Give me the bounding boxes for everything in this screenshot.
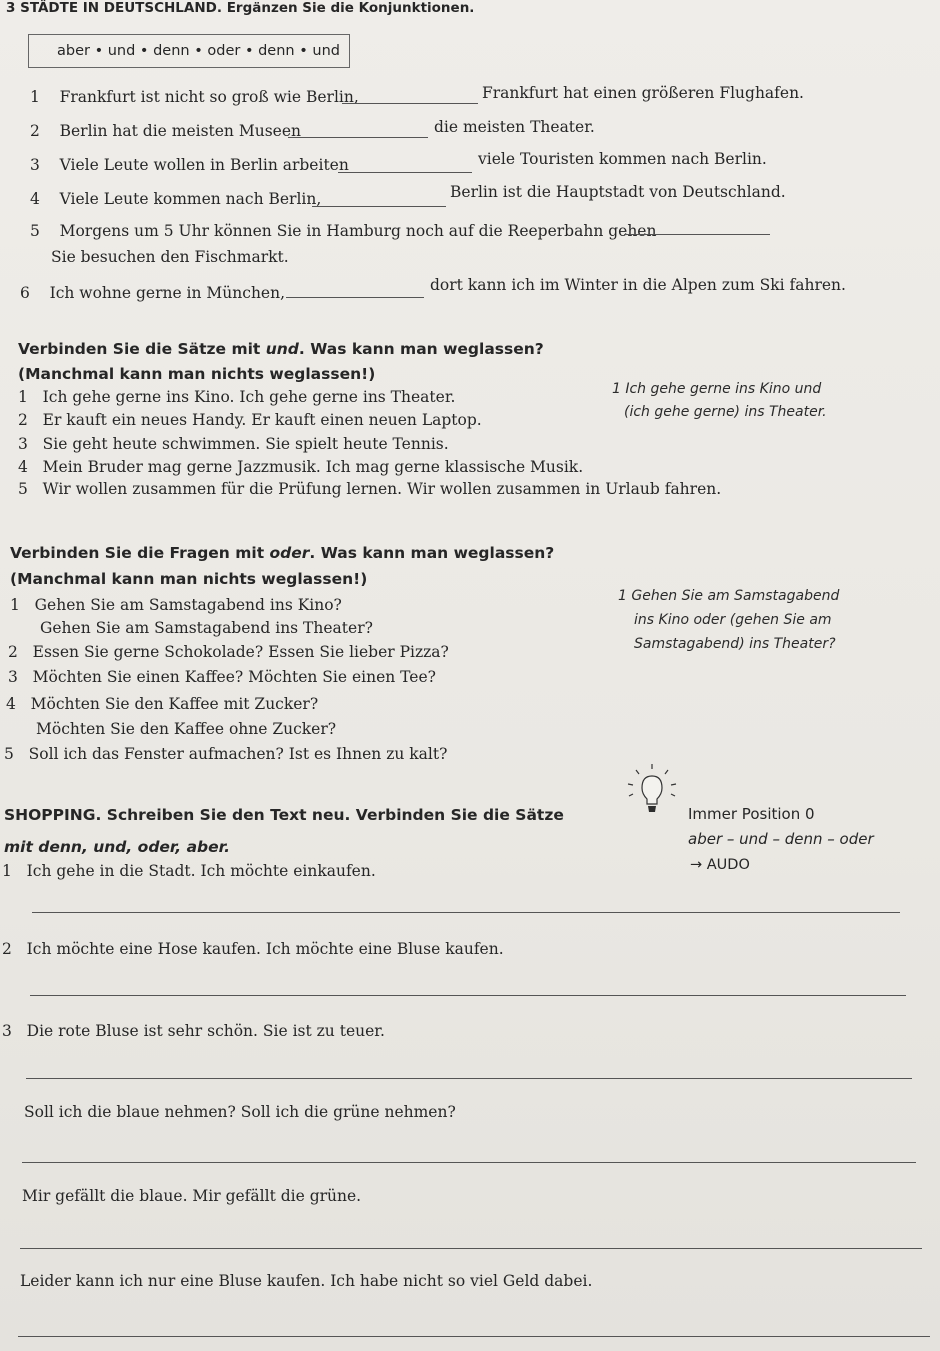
ex5-item-4: 4 Möchten Sie den Kaffee mit Zucker? [6,695,319,713]
ex6-item-5: Mir gefällt die blaue. Mir gefällt die grüne. [22,1187,362,1205]
ex3-item-2 [30,122,301,141]
answer-line[interactable] [32,912,900,913]
ex4-example-line-1: 1 Ich gehe gerne ins Kino und [612,381,822,397]
tip-reference: → AUDO [690,857,750,873]
ex3-item-text-b: viele Touristen kommen nach Berlin. [478,150,767,168]
ex3-item-number: 4 [30,190,40,208]
ex3-item-text-b: dort kann ich im Winter in die Alpen zum Ski fahren. [430,276,846,294]
ex3-item-6 [20,284,285,303]
exercise-6-heading: SHOPPING. Schreiben Sie den Text neu. Verbinden Sie die Sätze [4,806,564,824]
ex3-item-text-a: Berlin hat die meisten Museen [59,122,301,140]
answer-blank[interactable] [342,103,478,104]
answer-line[interactable] [22,1162,916,1163]
ex3-item-number: 2 [30,122,40,140]
answer-blank[interactable] [624,234,770,235]
ex6-item-3: 3 Die rote Bluse ist sehr schön. Sie ist zu teuer. [2,1022,385,1040]
ex4-item-5: 5 Wir wollen zusammen für die Prüfung lernen. Wir wollen zusammen in Urlaub fahren. [18,480,722,498]
ex5-item-4b: Möchten Sie den Kaffee ohne Zucker? [36,720,337,738]
exercise-5-subheading: (Manchmal kann man nichts weglassen!) [10,570,368,588]
exercise-4-heading: Verbinden Sie die Sätze mit und. Was kann man weglassen? [18,340,544,358]
ex5-example-line-2: ins Kino oder (gehen Sie am [634,612,832,628]
ex3-item-text-b: Berlin ist die Hauptstadt von Deutschland. [450,183,786,201]
ex4-example-line-2: (ich gehe gerne) ins Theater. [624,404,827,420]
ex4-item-2: 2 Er kauft ein neues Handy. Er kauft einen neuen Laptop. [18,411,482,429]
ex5-example-line-1: 1 Gehen Sie am Samstagabend [618,588,840,604]
ex3-item-4 [30,190,321,209]
ex5-item-2: 2 Essen Sie gerne Schokolade? Essen Sie lieber Pizza? [8,643,449,661]
ex3-item-text-a: Viele Leute wollen in Berlin arbeiten [59,156,349,174]
ex3-item-text-b: Sie besuchen den Fischmarkt. [51,248,289,266]
ex3-item-number: 1 [30,88,40,106]
answer-line[interactable] [18,1336,930,1337]
answer-line[interactable] [26,1078,912,1079]
ex3-item-number: 3 [30,156,40,174]
answer-blank[interactable] [312,206,446,207]
ex4-item-1: 1 Ich gehe gerne ins Kino. Ich gehe gerne ins Theater. [18,388,456,406]
exercise-3-heading: 3 STÄDTE IN DEUTSCHLAND. Ergänzen Sie die Konjunktionen. [6,0,475,16]
tip-title: Immer Position 0 [688,805,815,823]
ex6-item-6: Leider kann ich nur eine Bluse kaufen. Ich habe nicht so viel Geld dabei. [20,1272,593,1290]
answer-blank[interactable] [288,137,428,138]
ex4-item-4: 4 Mein Bruder mag gerne Jazzmusik. Ich mag gerne klassische Musik. [18,458,584,476]
ex4-item-3: 3 Sie geht heute schwimmen. Sie spielt heute Tennis. [18,435,449,453]
ex5-item-3: 3 Möchten Sie einen Kaffee? Möchten Sie einen Tee? [8,668,436,686]
ex3-item-1 [30,88,359,107]
answer-blank[interactable] [286,297,424,298]
ex3-item-text-a: Morgens um 5 Uhr können Sie in Hamburg noch auf die Reeperbahn gehen [59,222,657,240]
ex6-item-1: 1 Ich gehe in die Stadt. Ich möchte einkaufen. [2,862,376,880]
ex3-item-5 [30,222,656,241]
ex5-item-1b: Gehen Sie am Samstagabend ins Theater? [40,619,373,637]
lightbulb-icon [622,762,682,822]
answer-line[interactable] [20,1248,922,1249]
exercise-4-subheading: (Manchmal kann man nichts weglassen!) [18,365,376,383]
ex3-item-3 [30,156,349,175]
ex3-item-number: 5 [30,222,40,240]
answer-blank[interactable] [338,172,472,173]
ex3-item-text-a: Viele Leute kommen nach Berlin, [59,190,322,208]
ex5-example-line-3: Samstagabend) ins Theater? [634,636,836,652]
ex3-item-text-a: Ich wohne gerne in München, [49,284,286,302]
exercise-6-subheading: mit denn, und, oder, aber. [4,838,230,856]
ex6-item-2: 2 Ich möchte eine Hose kaufen. Ich möchte eine Bluse kaufen. [2,940,504,958]
ex3-item-number: 6 [20,284,30,302]
ex3-item-text-b: Frankfurt hat einen größeren Flughafen. [482,84,804,102]
ex3-item-text-b: die meisten Theater. [434,118,595,136]
ex3-item-text-a: Frankfurt ist nicht so groß wie Berlin, [59,88,359,106]
answer-line[interactable] [30,995,906,996]
ex5-item-1: 1 Gehen Sie am Samstagabend ins Kino? [10,596,342,614]
exercise-5-heading: Verbinden Sie die Fragen mit oder. Was kann man weglassen? [10,544,555,562]
conjunction-word-box: aber • und • denn • oder • denn • und [28,34,350,68]
ex5-item-5: 5 Soll ich das Fenster aufmachen? Ist es Ihnen zu kalt? [4,745,448,763]
tip-words: aber – und – denn – oder [688,830,874,848]
ex6-item-4: Soll ich die blaue nehmen? Soll ich die grüne nehmen? [24,1103,456,1121]
